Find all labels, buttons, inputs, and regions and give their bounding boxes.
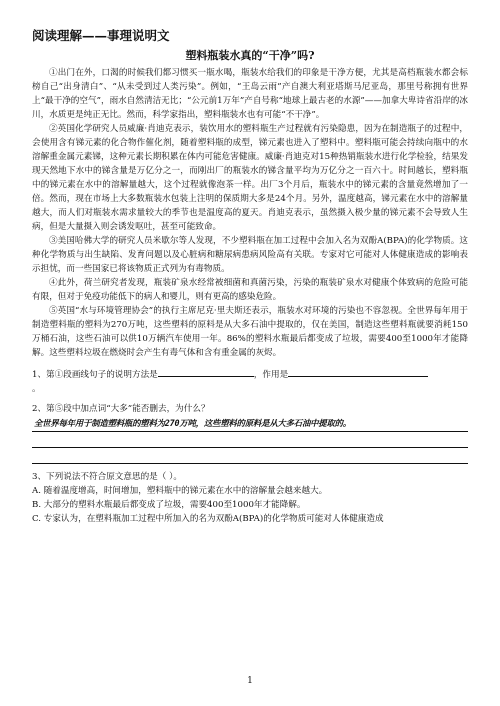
question-1-middle: ，作用是 xyxy=(253,370,289,380)
question-1 xyxy=(32,366,468,396)
article-paragraph-5: ⑤英国“水与环境管理协会”的执行主席尼克·里夫斯还表示，瓶装水对环境的污染也不容忽视。全世界每年用于制造塑料瓶的塑料为270万吨，这些塑料的原料是从大多石油中提取的，仅在美国，制造这些塑料瓶就要消耗150万桶石油，这些石油可以供10万辆汽车使用一年。86%的塑料水瓶最后都变成了垃圾，需要400至1000年才能降解。这些塑料垃圾在燃烧时会产生有毒气体和含有重金属的灰烬。 xyxy=(32,306,468,358)
question-1-tail: 。 xyxy=(32,384,41,394)
article-paragraph-4: ④此外，荷兰研究者发现，瓶装矿泉水经常被细菌和真菌污染，污染的瓶装矿泉水对健康个体致病的危险可能有限，但对于免疫功能低下的病人和婴儿，则有更高的感染危险。 xyxy=(32,278,468,302)
section-heading: 阅读理解——事理说明文 xyxy=(32,28,170,43)
question-3-option-b[interactable]: B. 大部分的塑料水瓶最后都变成了垃圾，需要400至1000年才能降解。 xyxy=(32,500,306,510)
question-3-option-c[interactable]: C. 专家认为，在塑料瓶加工过程中所加入的名为双酚A(BPA)的化学物质可能对人体健康造成 xyxy=(32,514,384,524)
question-3 xyxy=(32,470,468,526)
question-2-answer-line-2[interactable] xyxy=(32,432,468,448)
article-title: 塑料瓶装水真的“干净”吗? xyxy=(185,49,315,62)
question-1-blank-method[interactable] xyxy=(158,366,254,377)
question-2-answer-line-1[interactable]: 全世界每年用于制造塑料瓶的塑料为270万吨，这些塑料的原料是从大多石油中提取的。 xyxy=(32,416,468,432)
page-number: 1 xyxy=(247,676,253,686)
question-1-blank-purpose[interactable] xyxy=(288,366,428,377)
question-3-stem: 3、下列说法不符合原文意思的是（ ）。 xyxy=(32,472,182,482)
question-2-answer-line-3[interactable] xyxy=(32,448,468,464)
question-3-option-a[interactable]: A. 随着温度增高，时间增加，塑料瓶中的锑元素在水中的溶解量会越来越大。 xyxy=(32,486,328,496)
question-2 xyxy=(32,402,468,464)
question-2-stem: 2、第⑤段中加点词“大多”能否删去，为什么？ xyxy=(32,404,210,414)
article-paragraph-2: ②英国化学研究人员威廉·肖迪克表示，装饮用水的塑料瓶生产过程就有污染隐患，因为在制造瓶子的过程中，会使用含有锑元素的化合物作催化剂，随着塑料瓶的成型，锑元素也进入了塑料中。塑料瓶可能会持续向瓶中的水溶解重金属元素锑，这种元素长期积累在体内可能危害健康。威廉·肖迪克对15种热销瓶装水进行化学检验，结果发现天然地下水中的锑含量是万亿分之一，而刚出厂的瓶装水的锑含量平均为万亿分之一百六十。时间越长，塑料瓶中的锑元素在水中的溶解量越大，这个过程就像泡茶一样。出厂3个月后，瓶装水中的锑元素的含量竟然增加了一倍。然而，现在市场上大多数瓶装水包装上注明的保质期大多是24个月。另外，温度越高，锑元素在水中的溶解量越大，而人们对瓶装水需求量较大的季节也是温度高的夏天。肖迪克表示，虽然摄入极少量的锑元素不会导致人生病，但是大量摄入则会诱发呕吐，甚至可能致命。 xyxy=(32,124,468,232)
article-paragraph-3: ③美国哈佛大学的研究人员米歇尔等人发现，不少塑料瓶在加工过程中会加入名为双酚A(BPA)的化学物质。这种化学物质与出生缺陷、发育问题以及心脏病和糖尿病患病风险高有关联。专家对它可能对人体健康造成的影响表示担忧，而一些国家已将该物质正式列为有毒物质。 xyxy=(32,236,468,274)
question-1-stem: 1、第①段画线句子的说明方法是 xyxy=(32,370,158,380)
article-paragraph-1: ①出门在外，口渴的时候我们都习惯买一瓶水喝，瓶装水给我们的印象是干净方便，尤其是高档瓶装水都会标榜自己“出身清白”、“从未受到过人类污染”。例如，“王岛云雨”产自澳大利亚塔斯马尼亚岛，那里号称拥有世界上“最干净的空气”，雨水自然清洁无比；“公元前1万年”产自号称“地球上最古老的水源”——加拿大卑诗省沿岸的冰川，水质更是纯正无比。然而，科学家指出，塑料瓶装水也有可能“不干净”。 xyxy=(32,68,468,120)
